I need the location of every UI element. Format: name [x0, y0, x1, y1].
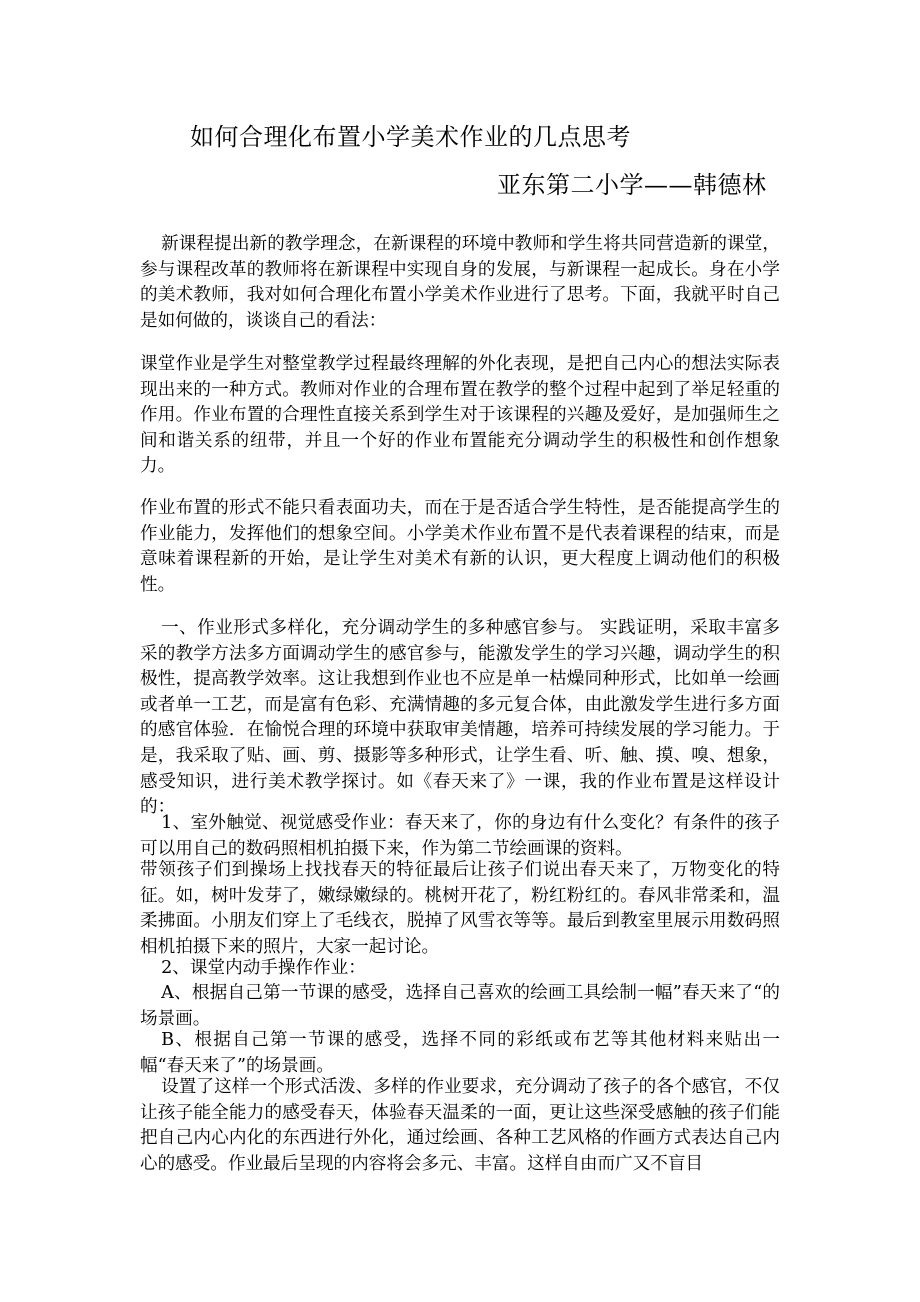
paragraph-summary: 设置了这样一个形式活泼、多样的作业要求，充分调动了孩子的各个感官，不仅让孩子能全能力的感受春天，体验春天温柔的一面，更让这些深受感触的孩子们能把自己内心内化的东西进行外化，通过绘画、各种工艺风格的作画方式表达自己内心的感受。作业最后呈现的内容将会多元、丰富。这样自由而广又不盲目: [140, 1077, 780, 1174]
paragraph-item-b: B、根据自己第一节课的感受，选择不同的彩纸或布艺等其他材料来贴出一幅“春天来了”的场景画。: [140, 1030, 780, 1076]
paragraph-item-2: 2、课堂内动手操作作业：: [161, 958, 366, 978]
document-author: 亚东第二小学——韩德林: [497, 171, 767, 199]
paragraph-section-one: 一、作业形式多样化，充分调动学生的多种感官参与。 实践证明，采取丰富多采的教学方法多方面调动学生的感官参与，能激发学生的学习兴趣，调动学生的积极性，提高教学效率。这让我想到作业也不应是单一枯燥同种形式，比如单一绘画或者单一工艺，而是富有色彩、充满情趣的多元复合体，由此激发学生进行多方面的感官体验．在愉悦合理的环境中获取审美情趣，培养可持续发展的学习能力。于是，我采取了贴、画、剪、摄影等多种形式，让学生看、听、触、摸、嗅、想象，感受知识，进行美术教学探讨。如《春天来了》一课，我的作业布置是这样设计的：: [140, 618, 780, 818]
paragraph-homework-definition: 课堂作业是学生对整堂教学过程最终理解的外化表现，是把自己内心的想法实际表现出来的一种方式。教师对作业的合理布置在教学的整个过程中起到了举足轻重的作用。作业布置的合理性直接关系到学生对于该课程的兴趣及爱好，是加强师生之间和谐关系的纽带，并且一个好的作业布置能充分调动学生的积极性和创作想象力。: [140, 354, 780, 477]
paragraph-homework-form: 作业布置的形式不能只看表面功夫，而在于是否适合学生特性，是否能提高学生的作业能力，发挥他们的想象空间。小学美术作业布置不是代表着课程的结束，而是意味着课程新的开始，是让学生对美术有新的认识，更大程度上调动他们的积极性。: [140, 498, 780, 595]
paragraph-item-1: 1、室外触觉、视觉感受作业：春天来了，你的身边有什么变化？有条件的孩子可以用自己的数码照相机拍摄下来，作为第二节绘画课的资料。: [140, 813, 780, 859]
paragraph-intro: 新课程提出新的教学理念，在新课程的环境中教师和学生将共同营造新的课堂，参与课程改革的教师将在新课程中实现自身的发展，与新课程一起成长。身在小学的美术教师，我对如何合理化布置小学美术作业进行了思考。下面，我就平时自己是如何做的，谈谈自己的看法：: [140, 234, 780, 331]
paragraph-item-a: A、根据自己第一节课的感受，选择自己喜欢的绘画工具绘制一幅”春天来了“的场景画。: [140, 983, 780, 1029]
document-title: 如何合理化布置小学美术作业的几点思考: [190, 123, 631, 151]
paragraph-outdoor-activity: 带领孩子们到操场上找找春天的特征最后让孩子们说出春天来了，万物变化的特征。如，树叶发芽了，嫩绿嫩绿的。桃树开花了，粉红粉红的。春风非常柔和，温柔拂面。小朋友们穿上了毛线衣，脱掉了风雪衣等等。最后到教室里展示用数码照相机拍摄下来的照片，大家一起讨论。: [140, 860, 780, 957]
